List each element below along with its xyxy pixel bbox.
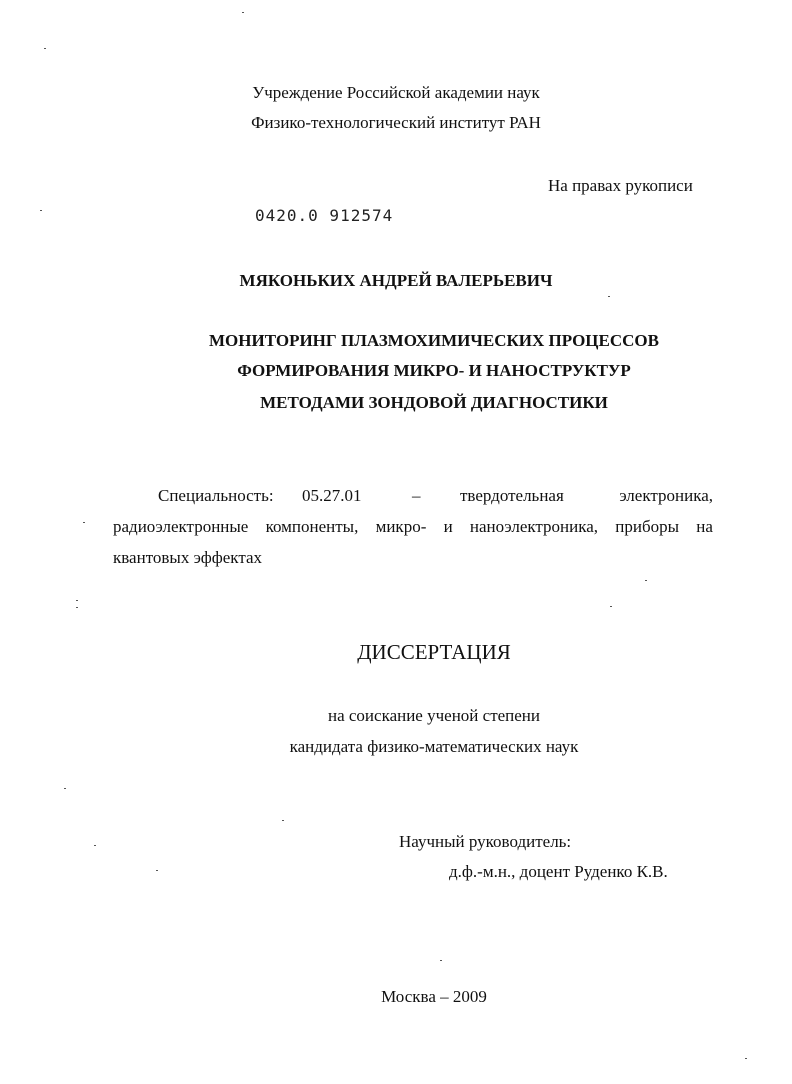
scan-speck	[745, 1058, 747, 1059]
institution-line-1: Учреждение Российской академии наук	[252, 83, 540, 102]
scan-speck	[440, 960, 442, 961]
specialty-line-3: квантовых эффектах	[113, 548, 262, 567]
specialty-word: микро-	[375, 517, 427, 536]
scan-speck	[645, 580, 647, 581]
archive-stamp-number: 0420.0 912574	[255, 206, 394, 225]
degree-line-1: на соискание ученой степени	[327, 706, 541, 725]
scan-speck	[83, 522, 85, 523]
title-line-3: МЕТОДАМИ ЗОНДОВОЙ ДИАГНОСТИКИ	[260, 393, 608, 412]
specialty-word: на	[696, 517, 713, 536]
supervisor-label: Научный руководитель:	[399, 832, 572, 851]
specialty-word: и	[443, 517, 453, 536]
city-year: Москва – 2009	[381, 987, 487, 1006]
specialty-word-1: твердотельная	[460, 486, 564, 505]
supervisor-name: д.ф.-м.н., доцент Руденко К.В.	[449, 862, 668, 881]
scan-speck	[40, 210, 42, 211]
scan-speck	[156, 870, 158, 871]
scan-speck	[44, 48, 46, 49]
scan-speck	[282, 820, 284, 821]
manuscript-rights: На правах рукописи	[548, 176, 693, 195]
scan-speck	[76, 600, 78, 601]
scan-speck	[64, 788, 66, 789]
specialty-word-2: электроника,	[619, 486, 713, 505]
scan-speck	[94, 845, 96, 846]
degree-line-2: кандидата физико-математических наук	[289, 737, 579, 756]
title-line-1: МОНИТОРИНГ ПЛАЗМОХИМИЧЕСКИХ ПРОЦЕССОВ	[209, 331, 659, 350]
document-type: ДИССЕРТАЦИЯ	[357, 640, 511, 664]
specialty-word: наноэлектроника,	[469, 517, 599, 536]
institution-line-2: Физико-технологический институт РАН	[251, 113, 541, 132]
specialty-code: 05.27.01	[302, 486, 362, 505]
specialty-label: Специальность:	[158, 486, 274, 505]
specialty-word: радиоэлектронные	[113, 517, 249, 536]
specialty-word: приборы	[615, 517, 680, 536]
author-name: МЯКОНЬКИХ АНДРЕЙ ВАЛЕРЬЕВИЧ	[239, 271, 553, 290]
scan-speck	[76, 607, 78, 608]
title-line-2: ФОРМИРОВАНИЯ МИКРО- И НАНОСТРУКТУР	[237, 361, 631, 380]
specialty-line-2	[113, 517, 713, 537]
specialty-word: компоненты,	[265, 517, 359, 536]
scan-speck	[608, 296, 610, 297]
scan-speck	[610, 606, 612, 607]
scan-speck	[242, 12, 244, 13]
specialty-dash: –	[412, 486, 421, 505]
